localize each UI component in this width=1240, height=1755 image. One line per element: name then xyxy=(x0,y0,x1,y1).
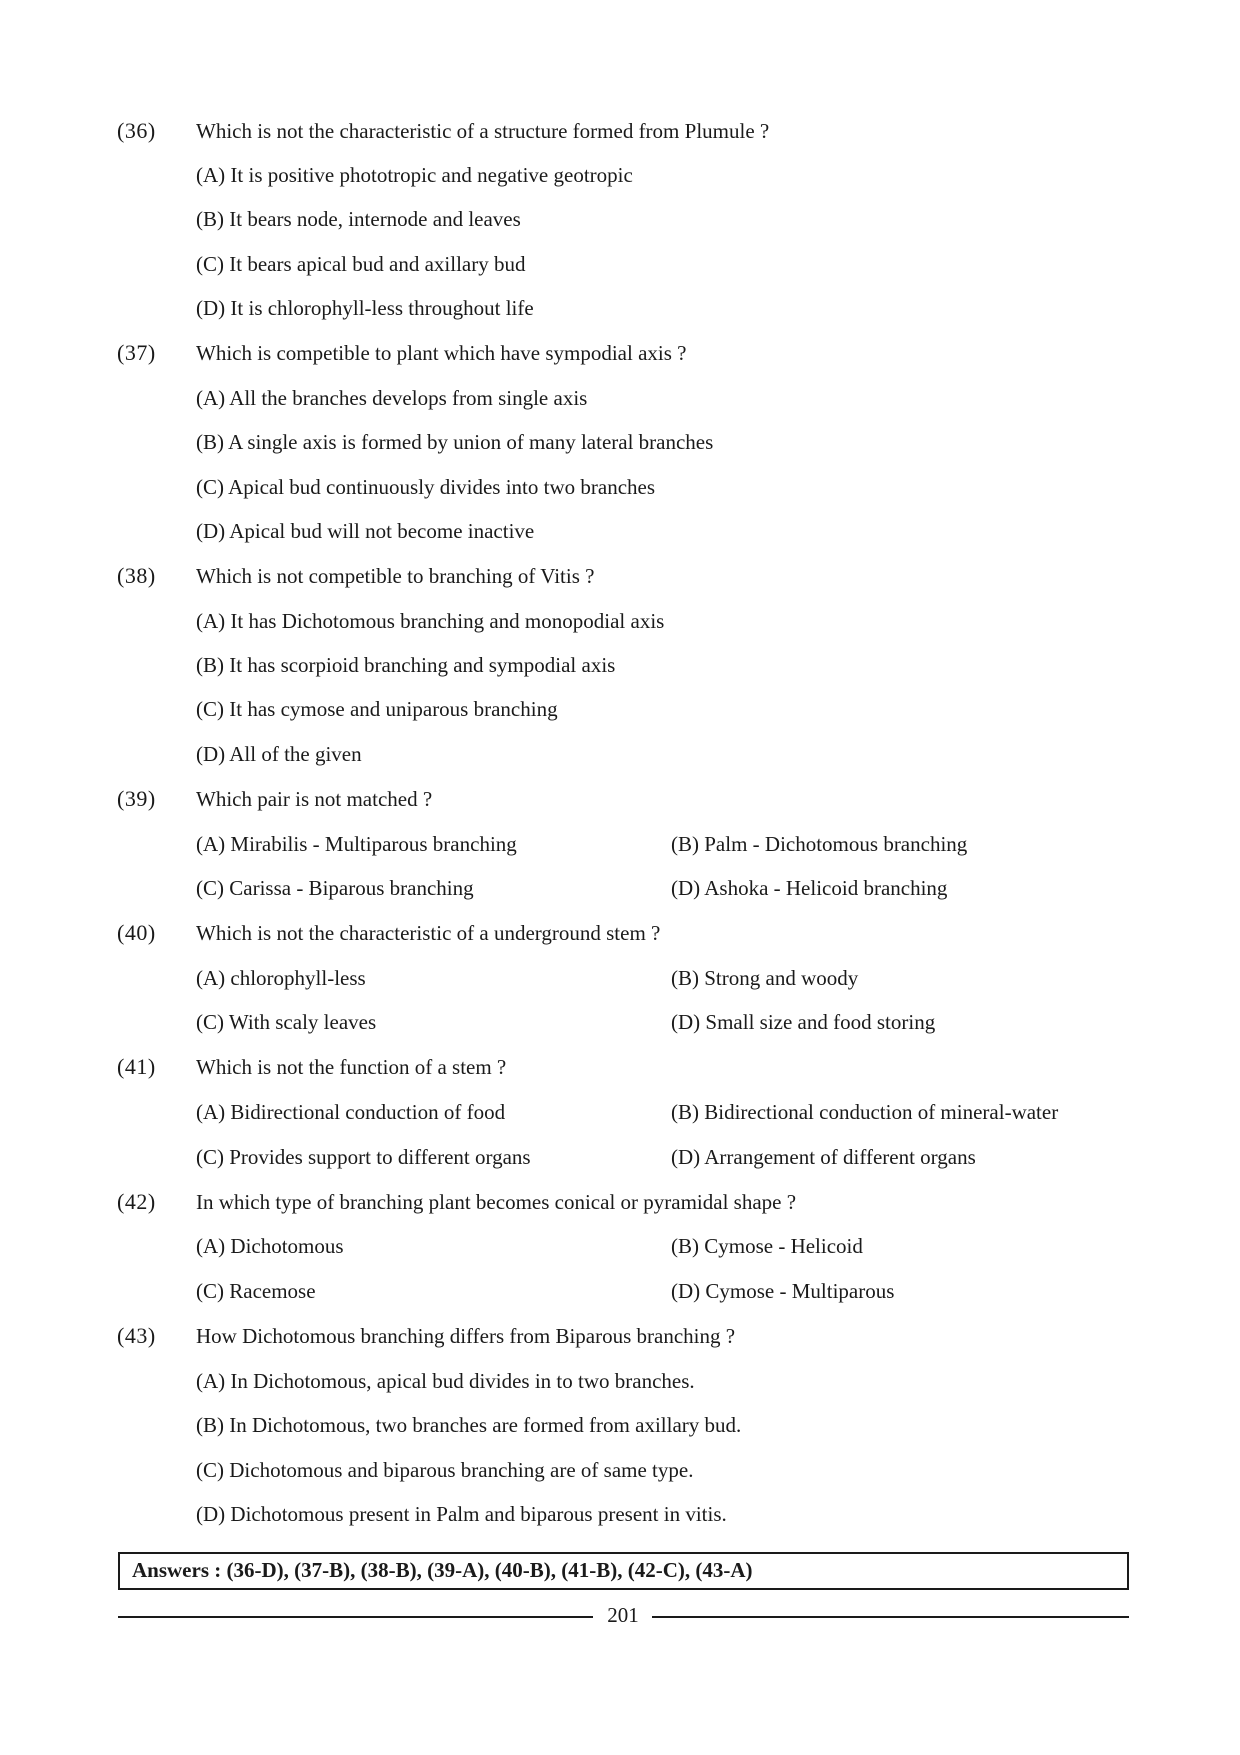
answers-box xyxy=(118,1552,1129,1590)
question-number: (41) xyxy=(117,1054,156,1079)
question-text: In which type of branching plant becomes conical or pyramidal shape ? xyxy=(196,1190,797,1214)
option-d: (D) Cymose - Multiparous xyxy=(671,1279,895,1303)
option-b: (B) It has scorpioid branching and sympodial axis xyxy=(196,653,616,677)
question-text: Which is not the function of a stem ? xyxy=(196,1055,507,1079)
option-b: (B) In Dichotomous, two branches are formed from axillary bud. xyxy=(196,1413,742,1437)
option-d: (D) Apical bud will not become inactive xyxy=(196,519,535,543)
option-b: (B) Bidirectional conduction of mineral-water xyxy=(671,1100,1059,1124)
option-b: (B) Strong and woody xyxy=(671,966,859,990)
option-b: (B) It bears node, internode and leaves xyxy=(196,207,521,231)
option-a: (A) It has Dichotomous branching and monopodial axis xyxy=(196,609,665,633)
footer-rule-right xyxy=(652,1616,1129,1618)
option-a: (A) Bidirectional conduction of food xyxy=(196,1100,506,1124)
question-text: Which is not the characteristic of a structure formed from Plumule ? xyxy=(196,119,770,143)
question-text: Which is not competible to branching of Vitis ? xyxy=(196,564,595,588)
option-b: (B) A single axis is formed by union of many lateral branches xyxy=(196,430,714,454)
option-d: (D) All of the given xyxy=(196,742,362,766)
option-c: (C) Racemose xyxy=(196,1279,316,1303)
option-c: (C) Apical bud continuously divides into two branches xyxy=(196,475,656,499)
option-a: (A) Mirabilis - Multiparous branching xyxy=(196,832,517,856)
option-a: (A) It is positive phototropic and negative geotropic xyxy=(196,163,633,187)
option-c: (C) Carissa - Biparous branching xyxy=(196,876,474,900)
answers-text: Answers : (36-D), (37-B), (38-B), (39-A), (40-B), (41-B), (42-C), (43-A) xyxy=(132,1558,753,1582)
option-a: (A) All the branches develops from single axis xyxy=(196,386,588,410)
question-number: (37) xyxy=(117,340,156,365)
question-number: (40) xyxy=(117,920,156,945)
question-number: (38) xyxy=(117,563,156,588)
option-c: (C) It has cymose and uniparous branching xyxy=(196,697,558,721)
option-d: (D) Ashoka - Helicoid branching xyxy=(671,876,948,900)
option-b: (B) Cymose - Helicoid xyxy=(671,1234,863,1258)
question-text: How Dichotomous branching differs from Biparous branching ? xyxy=(196,1324,736,1348)
option-c: (C) It bears apical bud and axillary bud xyxy=(196,252,526,276)
option-d: (D) It is chlorophyll-less throughout life xyxy=(196,296,534,320)
option-d: (D) Arrangement of different organs xyxy=(671,1145,976,1169)
question-text: Which is competible to plant which have sympodial axis ? xyxy=(196,341,687,365)
page-number: 201 xyxy=(607,1603,639,1627)
option-a: (A) chlorophyll-less xyxy=(196,966,366,990)
option-d: (D) Dichotomous present in Palm and biparous present in vitis. xyxy=(196,1502,727,1526)
question-number: (36) xyxy=(117,118,156,143)
option-d: (D) Small size and food storing xyxy=(671,1010,936,1034)
option-a: (A) In Dichotomous, apical bud divides in to two branches. xyxy=(196,1369,695,1393)
footer-rule-left xyxy=(118,1616,593,1618)
option-b: (B) Palm - Dichotomous branching xyxy=(671,832,968,856)
option-a: (A) Dichotomous xyxy=(196,1234,344,1258)
question-text: Which pair is not matched ? xyxy=(196,787,433,811)
question-text: Which is not the characteristic of a underground stem ? xyxy=(196,921,661,945)
option-c: (C) Provides support to different organs xyxy=(196,1145,531,1169)
question-number: (43) xyxy=(117,1323,156,1348)
question-number: (39) xyxy=(117,786,156,811)
question-number: (42) xyxy=(117,1189,156,1214)
option-c: (C) Dichotomous and biparous branching are of same type. xyxy=(196,1458,694,1482)
option-c: (C) With scaly leaves xyxy=(196,1010,377,1034)
